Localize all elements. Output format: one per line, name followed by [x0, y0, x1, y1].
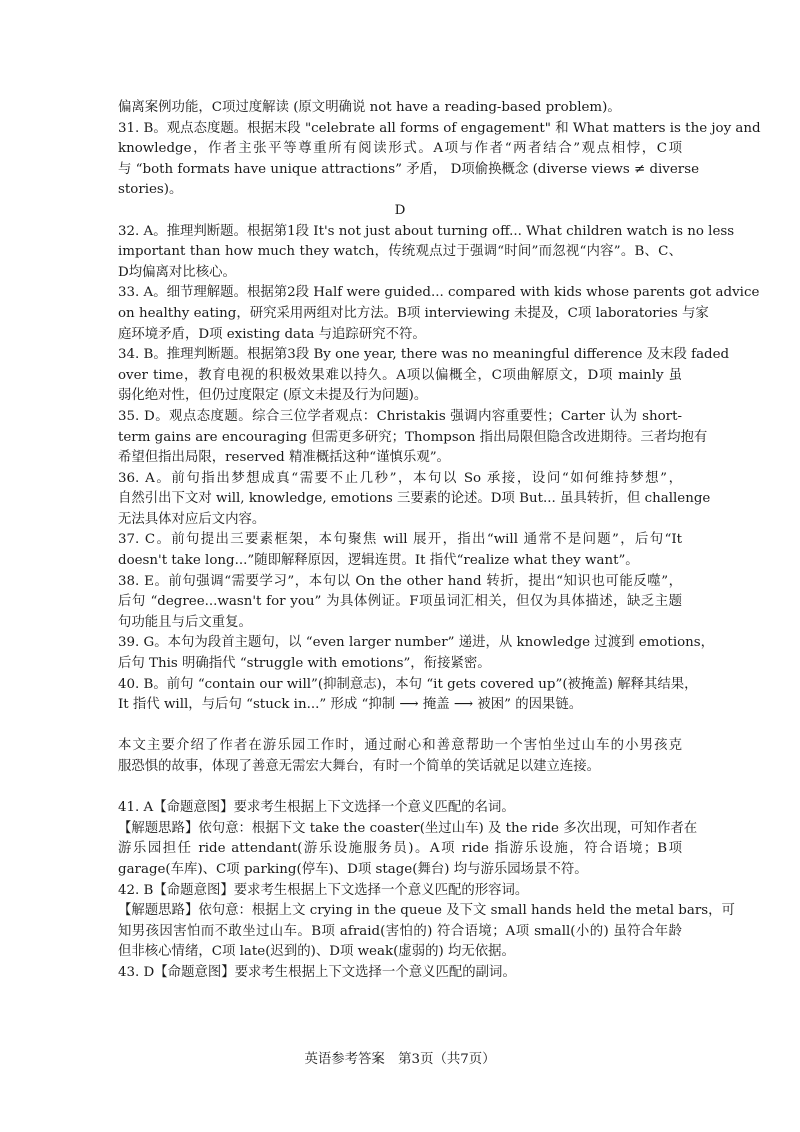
text-line: 无法具体对应后文内容。	[118, 511, 266, 527]
text-line: 与 “both formats have unique attractions” 矛盾， D项偷换概念 (diverse views ≠ diverse	[118, 161, 699, 177]
text-line: 43. D【命题意图】要求考生根据上下文选择一个意义匹配的副词。	[118, 964, 516, 980]
paragraph-gap	[118, 716, 682, 737]
page-footer: 英语参考答案 第3页（共7页）	[304, 1052, 496, 1067]
text-line: 游乐园担任 ride attendant(游乐设施服务员)。A项 ride 指游乐设施，符合语境；B项	[118, 841, 682, 857]
text-line: 本文主要介绍了作者在游乐园工作时，通过耐心和善意帮助一个害怕坐过山车的小男孩克	[118, 738, 682, 754]
text-line: 后句 This 明确指代 “struggle with emotions”，衔接紧密。	[118, 656, 491, 672]
text-line: 后句 “degree...wasn't for you” 为具体例证。F项虽词汇相关，但仅为具体描述，缺乏主题	[118, 594, 682, 610]
text-line: 自然引出下文对 will, knowledge, emotions 三要素的论述。D项 But... 虽具转折，但 challenge	[118, 491, 711, 507]
text-line: 42. B【命题意图】要求考生根据上下文选择一个意义匹配的形容词。	[118, 882, 529, 898]
text-line: 41. A【命题意图】要求考生根据上下文选择一个意义匹配的名词。	[118, 800, 515, 816]
text-line: 36. A。前句指出梦想成真“需要不止几秒”，本句以 So 承接，设问“如何维持梦想”，	[118, 470, 682, 486]
text-line: important than how much they watch，传统观点过于强调“时间”而忽视“内容”。B、C、	[118, 244, 682, 260]
text-line: 40. B。前句 “contain our will”(抑制意志)，本句 “it gets covered up”(被掩盖) 解释其结果，	[118, 676, 698, 692]
text-line: stories)。	[118, 182, 183, 198]
text-line: 33. A。细节理解题。根据第2段 Half were guided... compared with kids whose parents got advice	[118, 285, 760, 301]
text-line: 但非核心情绪，C项 late(迟到的)、D项 weak(虚弱的) 均无依据。	[118, 944, 515, 960]
text-line: knowledge，作者主张平等尊重所有阅读形式。A项与作者“两者结合”观点相悖，C项	[118, 141, 682, 157]
text-line: 弱化绝对性，但仍过度限定 (原文未提及行为问题)。	[118, 388, 428, 404]
text-line: 【解题思路】依句意：根据下文 take the coaster(坐过山车) 及 the ride 多次出现，可知作者在	[118, 820, 698, 836]
text-line: 37. C。前句提出三要素框架，本句聚焦 will 展开，指出“will 通常不是问题”，后句“It	[118, 532, 682, 548]
text-line: term gains are encouraging 但需更多研究；Thompson 指出局限但隐含改进期待。三者均抱有	[118, 429, 708, 445]
text-line: 偏离案例功能，C项过度解读 (原文明确说 not have a reading-based problem)。	[118, 100, 621, 115]
answer-text-body	[118, 98, 761, 984]
text-line: It 指代 will，与后句 “stuck in...” 形成 “抑制 ⟶ 掩盖 ⟶ 被困” 的因果链。	[118, 697, 583, 713]
text-line: garage(车库)、C项 parking(停车)、D项 stage(舞台) 均与游乐园场景不符。	[118, 861, 588, 877]
text-line: 知男孩因害怕而不敢坐过山车。B项 afraid(害怕的) 符合语境；A项 small(小的) 虽符合年龄	[118, 923, 682, 939]
text-line: 【解题思路】依句意：根据上文 crying in the queue 及下文 small hands held the metal bars，可	[118, 903, 735, 919]
text-line: 34. B。推理判断题。根据第3段 By one year, there was no meaningful difference 及末段 faded	[118, 347, 730, 363]
paragraph-gap	[118, 778, 682, 799]
text-line: 35. D。观点态度题。综合三位学者观点：Christakis 强调内容重要性；Carter 认为 short-	[118, 408, 682, 424]
text-line: doesn't take long...”随即解释原因，逻辑连贯。It 指代“realize what they want”。	[118, 553, 639, 569]
text-line: 39. G。本句为段首主题句，以 “even larger number” 递进，从 knowledge 过渡到 emotions，	[118, 635, 715, 651]
text-line: 句功能且与后文重复。	[118, 614, 252, 630]
text-line: 服恐惧的故事，体现了善意无需宏大舞台，有时一个简单的笑话就足以建立连接。	[118, 759, 601, 774]
text-line: 31. B。观点态度题。根据末段 "celebrate all forms of engagement" 和 What matters is the joy and	[118, 120, 761, 136]
text-line: 32. A。推理判断题。根据第1段 It's not just about turning off... What children watch is no less	[118, 223, 735, 239]
text-line: 希望但指出局限，reserved 精准概括这种“谨慎乐观”。	[118, 450, 450, 466]
text-line: 38. E。前句强调“需要学习”，本句以 On the other hand 转折，提出“知识也可能反噬”，	[118, 573, 682, 589]
section-heading: D	[394, 202, 406, 218]
text-line: D均偏离对比核心。	[118, 264, 236, 280]
text-line: over time，教育电视的积极效果难以持久。A项以偏概全，C项曲解原文，D项 mainly 虽	[118, 367, 682, 383]
text-line: 庭环境矛盾，D项 existing data 与追踪研究不符。	[118, 326, 426, 342]
text-line: on healthy eating，研究采用两组对比方法。B项 interviewing 未提及，C项 laboratories 与家	[118, 305, 709, 321]
